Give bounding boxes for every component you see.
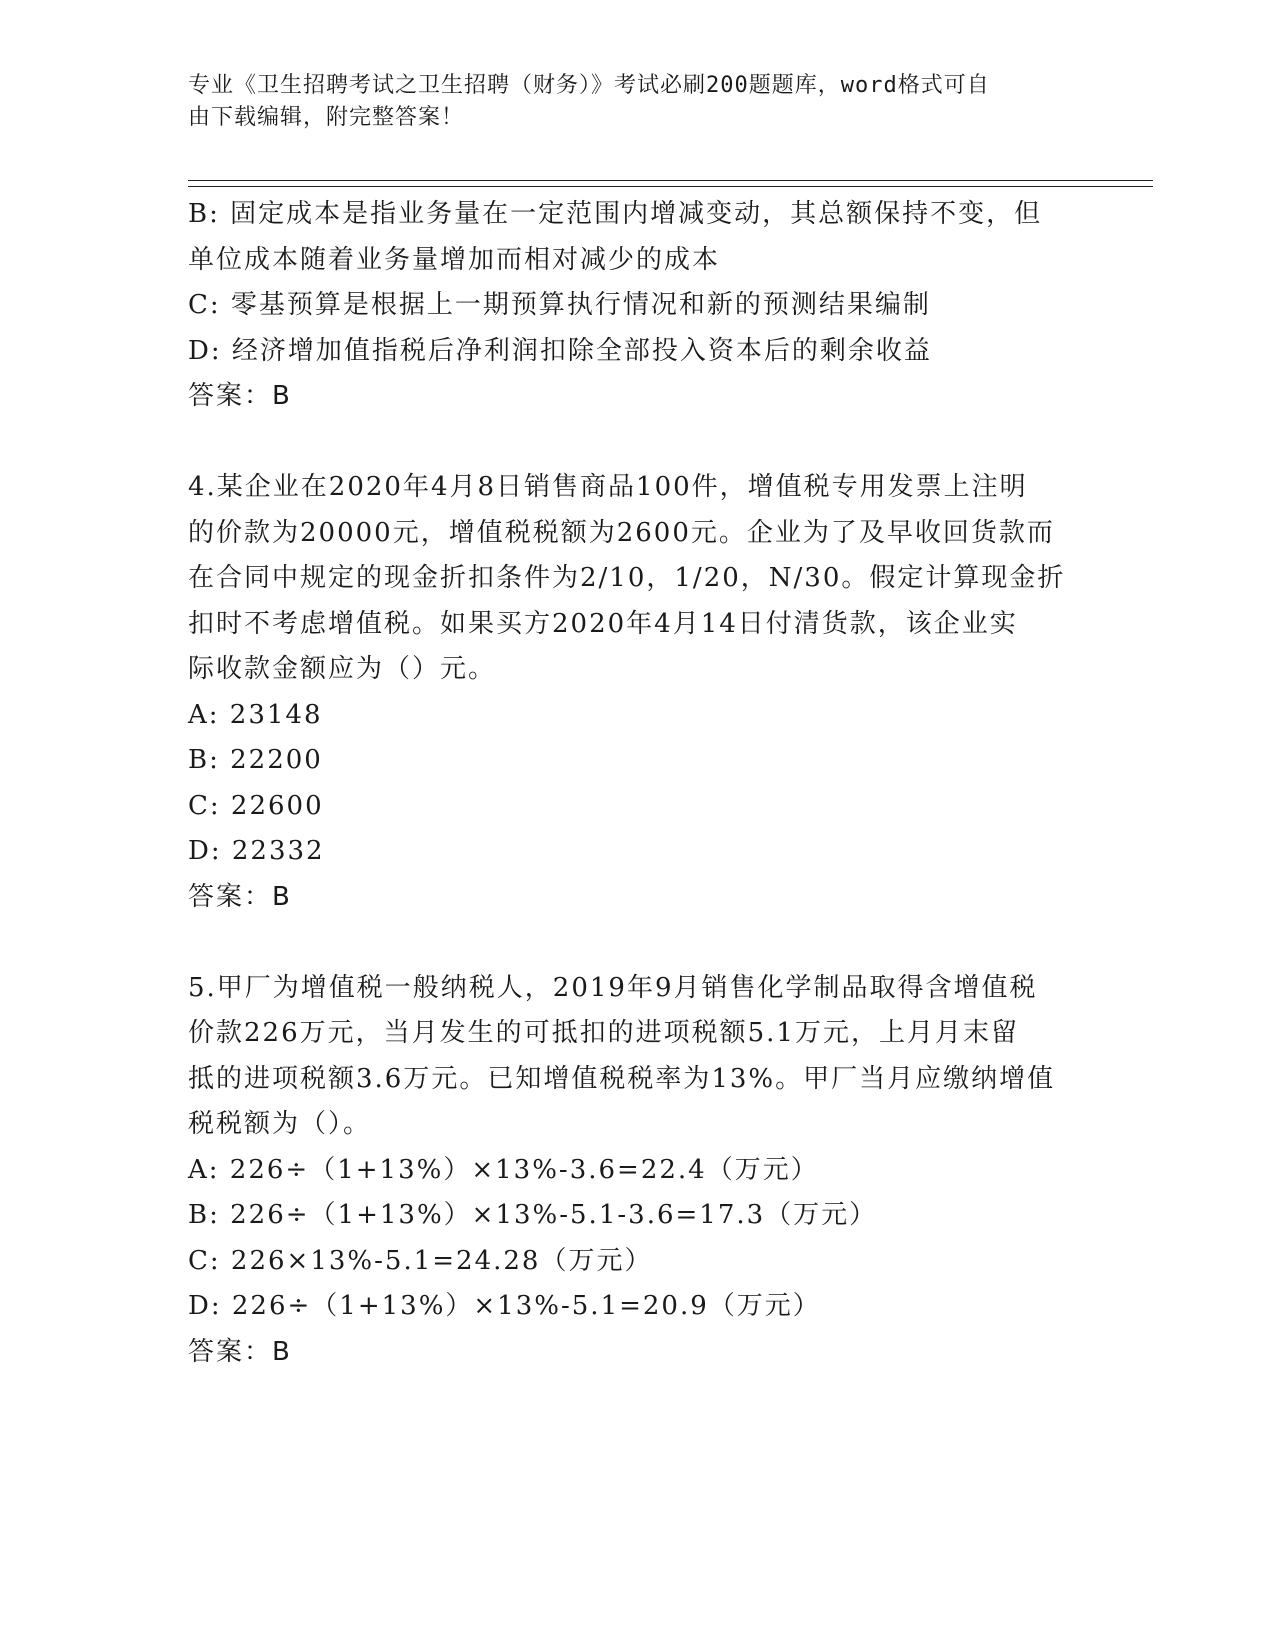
q5-stem-line-1: 5.甲厂为增值税一般纳税人，2019年9月销售化学制品取得含增值税 (188, 972, 1038, 1003)
q4-option-c: C: 22600 (188, 790, 324, 821)
q4-stem-line-2: 的价款为20000元，增值税税额为2600元。企业为了及早收回货款而 (188, 517, 1055, 548)
q4-stem-line-3: 在合同中规定的现金折扣条件为2/10，1/20，N/30。假定计算现金折 (188, 563, 1066, 593)
q4-option-d: D: 22332 (188, 836, 325, 866)
spacer (188, 920, 1088, 966)
q4-stem-line-4: 扣时不考虑增值税。如果买方2020年4月14日付清货款，该企业实 (188, 608, 1018, 639)
header-divider-bottom (188, 186, 1153, 187)
q4-option-a: A: 23148 (188, 699, 323, 730)
question-content (188, 192, 1088, 1375)
question-5 (188, 966, 1088, 1376)
header-title-line-2: 由下载编辑，附完整答案！ (188, 105, 465, 130)
q5-stem-line-4: 税税额为（）。 (188, 1109, 372, 1139)
header-divider-top (188, 180, 1153, 181)
q5-option-a: A: 226÷（1+13%）×13%-3.6=22.4（万元） (188, 1154, 819, 1185)
q5-stem-line-2: 价款226万元，当月发生的可抵扣的进项税额5.1万元，上月月末留 (188, 1018, 1019, 1048)
q4-answer: 答案：B (188, 881, 292, 912)
question-3 (188, 192, 1088, 420)
header-title-line-1: 专业《卫生招聘考试之卫生招聘（财务）》考试必刷200题题库，word格式可自 (188, 73, 990, 98)
q5-option-d: D: 226÷（1+13%）×13%-5.1=20.9（万元） (188, 1291, 821, 1321)
q5-answer: 答案：B (188, 1336, 292, 1367)
q5-option-b: B: 226÷（1+13%）×13%-5.1-3.6=17.3（万元） (188, 1200, 878, 1230)
q3-answer: 答案：B (188, 381, 292, 411)
page-header (188, 70, 1068, 134)
q5-option-c: C: 226×13%-5.1=24.28（万元） (188, 1245, 653, 1276)
q4-stem-line-1: 4.某企业在2020年4月8日销售商品100件，增值税专用发票上注明 (188, 472, 1028, 502)
q4-option-b: B: 22200 (188, 745, 323, 775)
q3-option-d: D: 经济增加值指税后净利润扣除全部投入资本后的剩余收益 (188, 335, 932, 366)
q4-stem-line-5: 际收款金额应为（）元。 (188, 654, 497, 684)
q5-stem-line-3: 抵的进项税额3.6万元。已知增值税税率为13%。甲厂当月应缴纳增值 (188, 1063, 1056, 1094)
question-4 (188, 465, 1088, 920)
spacer (188, 420, 1088, 466)
q3-option-c: C: 零基预算是根据上一期预算执行情况和新的预测结果编制 (188, 290, 931, 320)
q3-option-b-line-2: 单位成本随着业务量增加而相对减少的成本 (188, 244, 721, 275)
q3-option-b-line-1: B: 固定成本是指业务量在一定范围内增减变动，其总额保持不变，但 (188, 199, 1043, 229)
